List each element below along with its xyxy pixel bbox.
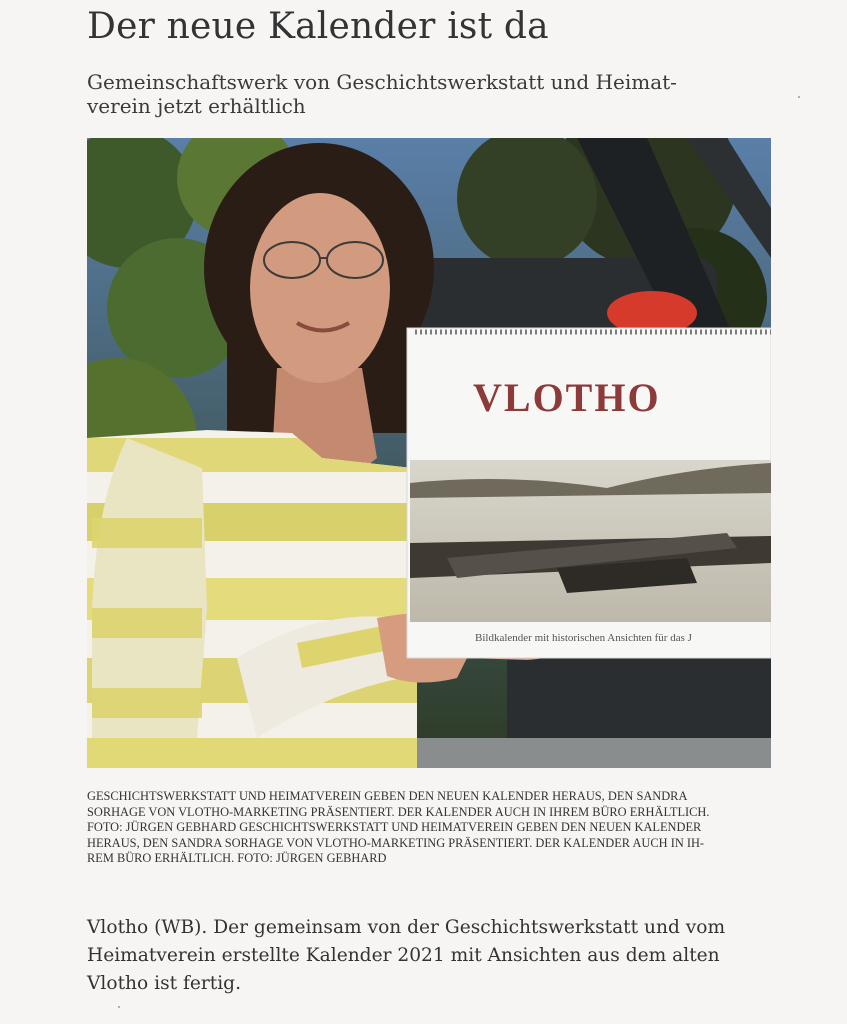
caption-line: FOTO: JÜRGEN GEBHARD GESCHICHTSWERKSTATT UND HEIMATVEREIN GEBEN DEN NEUEN KALENDER: [87, 820, 702, 834]
body-line: Vlotho ist fertig.: [87, 973, 241, 994]
body-line: Heimatverein erstellte Kalender 2021 mit Ansichten aus dem alten: [87, 945, 720, 966]
subheadline: [87, 70, 677, 118]
caption-line: GESCHICHTSWERKSTATT UND HEIMATVEREIN GEBEN DEN NEUEN KALENDER HERAUS, DEN SANDRA: [87, 789, 688, 803]
article-photo: [87, 138, 771, 768]
calendar-title: VLOTHO: [473, 375, 661, 420]
caption-line: SORHAGE VON VLOTHO-MARKETING PRÄSENTIERT. DER KALENDER AUCH IN IHREM BÜRO ERHÄLTLICH.: [87, 804, 710, 819]
caption-line: REM BÜRO ERHÄLTLICH. FOTO: JÜRGEN GEBHARD: [87, 851, 387, 865]
caption-line: HERAUS, DEN SANDRA SORHAGE VON VLOTHO-MARKETING PRÄSENTIERT. DER KALENDER AUCH IN IH-: [87, 835, 705, 850]
scan-speck: [798, 96, 800, 98]
face: [250, 193, 390, 383]
subheadline-line: Gemeinschaftswerk von Geschichtswerkstatt und Heimat-: [87, 70, 677, 94]
body-line: Vlotho (WB). Der gemeinsam von der Geschichtswerkstatt und vom: [87, 917, 726, 938]
calendar-footer: Bildkalender mit historischen Ansichten für das J: [475, 632, 692, 644]
article-body: [87, 914, 787, 998]
scan-speck: [118, 1006, 120, 1008]
calendar: [407, 328, 771, 658]
headline: Der neue Kalender ist da: [87, 6, 549, 47]
subheadline-line: verein jetzt erhältlich: [87, 94, 306, 118]
photo-caption: [87, 789, 777, 867]
